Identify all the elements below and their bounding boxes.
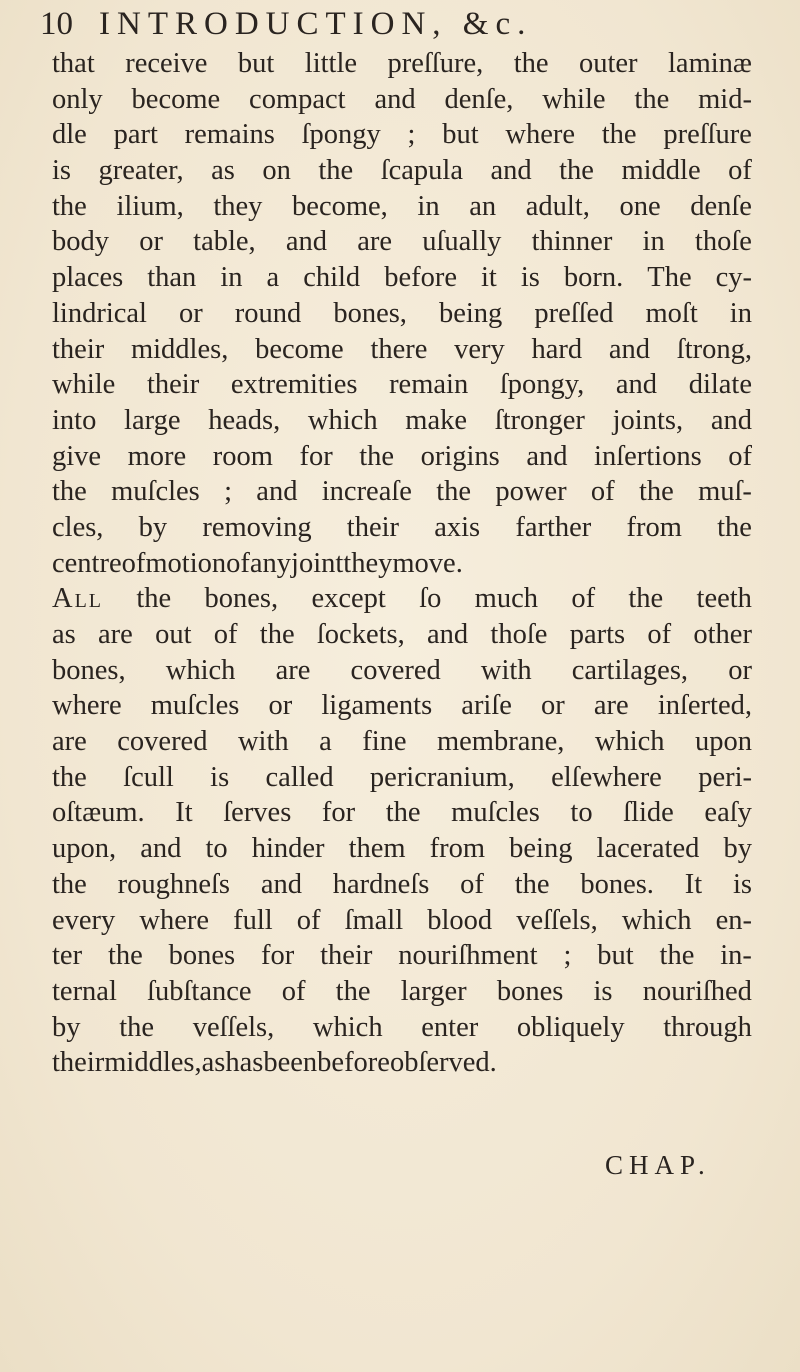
text-line: as are out of the ſockets, and thoſe parts of other: [52, 619, 752, 650]
text-line: the ilium, they become, in an adult, one denſe: [52, 190, 752, 222]
running-head: [40, 2, 760, 46]
page-number: 10: [40, 6, 73, 42]
text-line: where muſcles or ligaments ariſe or are inſerted,: [52, 690, 752, 722]
body-text: [52, 46, 752, 1081]
text-line: every where full of ſmall blood veſſels, which en-: [52, 904, 752, 936]
text-line: bones, which are covered with cartilages, or: [52, 654, 752, 686]
paragraph: [52, 581, 752, 1081]
text-line: oſtæum. It ſerves for the muſcles to ſlide eaſy: [52, 797, 752, 829]
running-title: INTRODUCTION, &c.: [99, 6, 533, 42]
text-line: the ſcull is called pericranium, elſewhere peri-: [52, 761, 752, 793]
paragraph: [52, 46, 752, 581]
text-line: only become compact and denſe, while the mid-: [52, 83, 752, 115]
text-line: the roughneſs and hardneſs of the bones. It is: [52, 868, 752, 900]
text-line: lindrical or round bones, being preſſed moſt in: [52, 297, 752, 329]
text-line: their middles, as has been before obſerved.: [52, 1047, 497, 1079]
text-line: ter the bones for their nouriſhment ; but the in-: [52, 940, 752, 972]
text-line: ternal ſubſtance of the larger bones is nouriſhed: [52, 975, 752, 1007]
text-line: their middles, become there very hard and ſtrong,: [52, 333, 752, 365]
text-line: body or table, and are uſually thinner in thoſe: [52, 226, 752, 258]
text-line: are covered with a fine membrane, which upon: [52, 726, 752, 758]
text-line: into large heads, which make ſtronger joints, and: [52, 404, 752, 436]
text-line: while their extremities remain ſpongy, and dilate: [52, 369, 752, 401]
text-line: dle part remains ſpongy ; but where the preſſure: [52, 119, 752, 151]
text-line: give more room for the origins and inſertions of: [52, 440, 752, 472]
text-line: centre of motion of any joint they move.: [52, 547, 463, 579]
text-line: upon, and to hinder them from being lacerated by: [52, 833, 752, 865]
text-line: that receive but little preſſure, the outer laminæ: [52, 48, 752, 79]
catchword: CHAP.: [605, 1150, 711, 1180]
text-line: by the veſſels, which enter obliquely through: [52, 1011, 752, 1043]
text-line: the muſcles ; and increaſe the power of the muſ-: [52, 476, 752, 508]
text-line: places than in a child before it is born. The cy-: [52, 262, 752, 294]
text-line: cles, by removing their axis farther from the: [52, 511, 752, 543]
text-line: is greater, as on the ſcapula and the middle of: [52, 155, 752, 187]
text-line: All the bones, except ſo much of the teeth: [52, 583, 752, 615]
